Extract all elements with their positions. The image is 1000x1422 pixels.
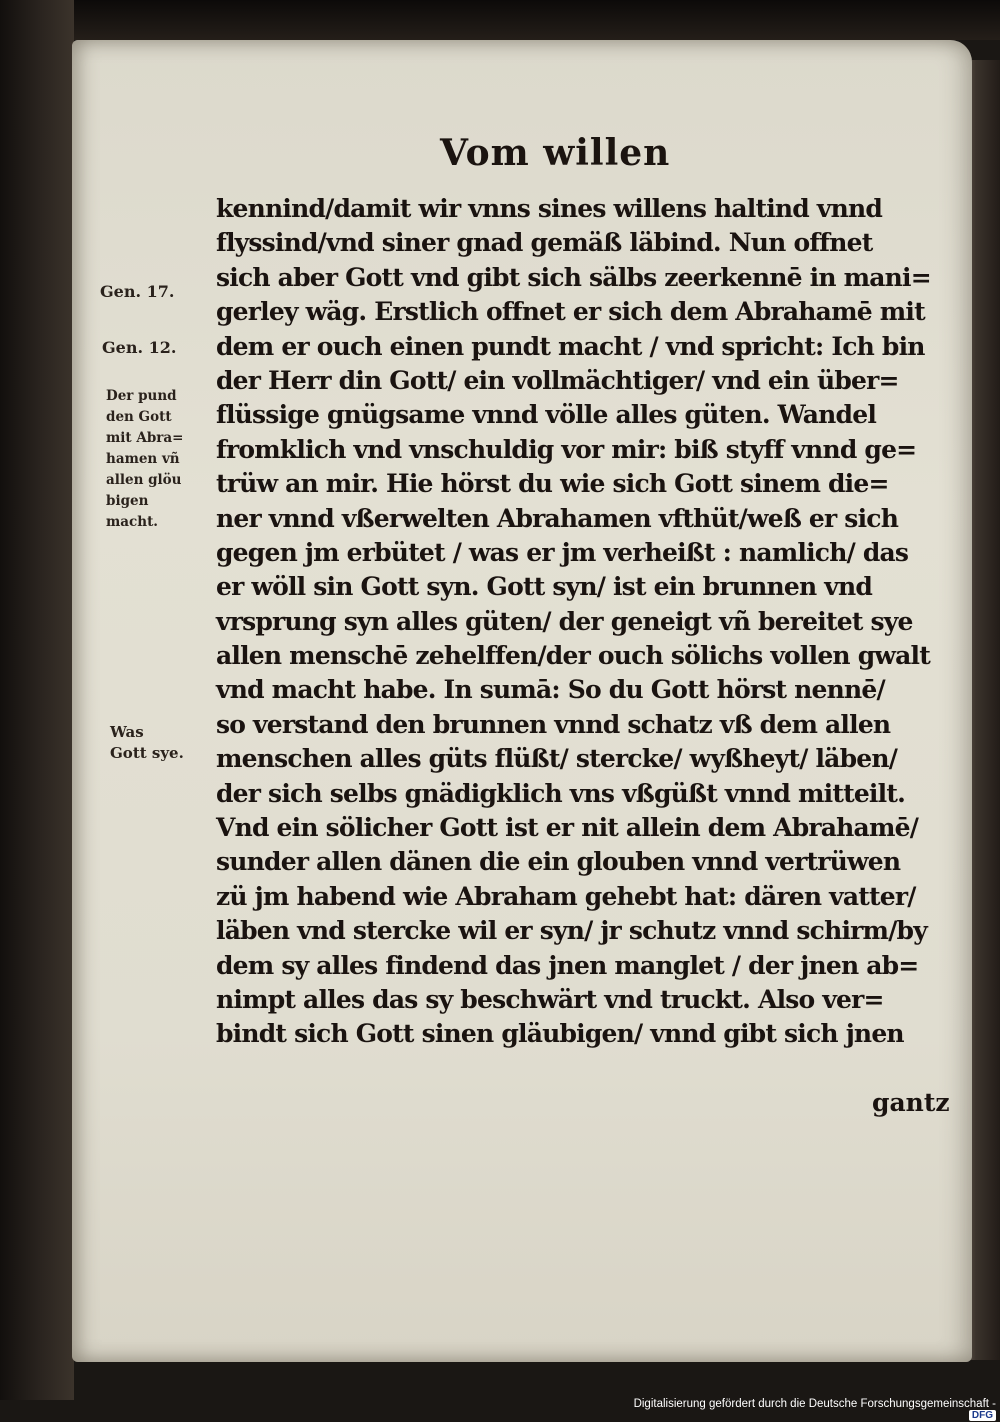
dfg-logo-icon: DFG (969, 1410, 996, 1421)
main-text-block (216, 192, 951, 1052)
margin-note-pund (106, 386, 183, 533)
text-line: trüw an mir. Hie hörst du wie sich Gott sinem die= (216, 469, 889, 499)
text-line: sunder allen dänen die ein glouben vnnd vertrüwen (216, 847, 901, 877)
margin-note-line: allen glöu (106, 472, 182, 488)
text-line: bindt sich Gott sinen gläubigen/ vnnd gibt sich jnen (216, 1019, 904, 1049)
text-line: kennind/damit wir vnns sines willens haltind vnnd (216, 194, 883, 223)
margin-note-line: macht. (106, 514, 159, 530)
text-line: Vnd ein sölicher Gott ist er nit allein dem Abrahamē/ (216, 813, 919, 843)
text-line: läben vnd stercke wil er syn/ jr schutz vnnd schirm/by (216, 916, 927, 946)
text-line: der Herr din Gott/ ein vollmächtiger/ vnd ein über= (216, 365, 899, 395)
footer-text: Digitalisierung gefördert durch die Deutsche Forschungsgemeinschaft - (633, 1398, 996, 1410)
text-line: zü jm habend wie Abraham gehebt hat: dären vatter/ (216, 881, 916, 911)
text-line: flyssind/vnd siner gnad gemäß läbind. Nun offnet (216, 228, 873, 258)
text-line: allen menschē zehelffen/der ouch sölichs vollen gwalt (216, 641, 930, 671)
margin-note-line: bigen (106, 493, 149, 509)
text-line: nimpt alles das sy beschwärt vnd truckt. Also ver= (216, 984, 884, 1014)
margin-note-line: mit Abra= (106, 430, 184, 446)
text-line: flüssige gnügsame vnnd völle alles güten. Wandel (216, 400, 877, 430)
margin-note-was-gott (110, 722, 184, 764)
running-head: Vom willen (440, 132, 671, 174)
text-line: gerley wäg. Erstlich offnet er sich dem Abrahamē mit (216, 297, 925, 327)
text-line: vrsprung syn alles güten/ der geneigt vñ bereitet sye (216, 606, 913, 636)
text-line: menschen alles güts flüßt/ stercke/ wyßheyt/ läben/ (216, 744, 898, 774)
text-line: so verstand den brunnen vnnd schatz vß dem allen (216, 709, 891, 739)
text-line: dem er ouch einen pundt macht / vnd spricht: Ich bin (216, 331, 925, 361)
text-line: vnd macht habe. In sumā: So du Gott hörst nennē/ (216, 675, 885, 705)
margin-note-gen17: Gen. 17. (100, 282, 175, 301)
margin-note-line: Der pund (106, 388, 177, 404)
catchword: gantz (872, 1088, 950, 1117)
margin-note-line: den Gott (106, 409, 172, 425)
margin-note-gen12: Gen. 12. (102, 338, 177, 357)
text-line: der sich selbs gnädigklich vns vßgüßt vnnd mitteilt. (216, 778, 905, 808)
margin-note-line: Gott sye. (110, 744, 184, 762)
margin-note-line: Was (110, 723, 144, 741)
book-cover-top (0, 0, 1000, 40)
text-line: sich aber Gott vnd gibt sich sälbs zeerkennē in mani= (216, 262, 931, 292)
margin-note-line: hamen vñ (106, 451, 180, 467)
text-line: gegen jm erbütet / was er jm verheißt : namlich/ das (216, 537, 909, 567)
text-line: dem sy alles findend das jnen manglet / der jnen ab= (216, 950, 919, 980)
digitization-footer (600, 1398, 996, 1422)
book-binding-left (0, 0, 74, 1400)
text-line: fromklich vnd vnschuldig vor mir: biß styff vnnd ge= (216, 434, 917, 464)
text-line: er wöll sin Gott syn. Gott syn/ ist ein brunnen vnd (216, 572, 873, 602)
text-line: ner vnnd vßerwelten Abrahamen vfthüt/weß er sich (216, 503, 899, 533)
